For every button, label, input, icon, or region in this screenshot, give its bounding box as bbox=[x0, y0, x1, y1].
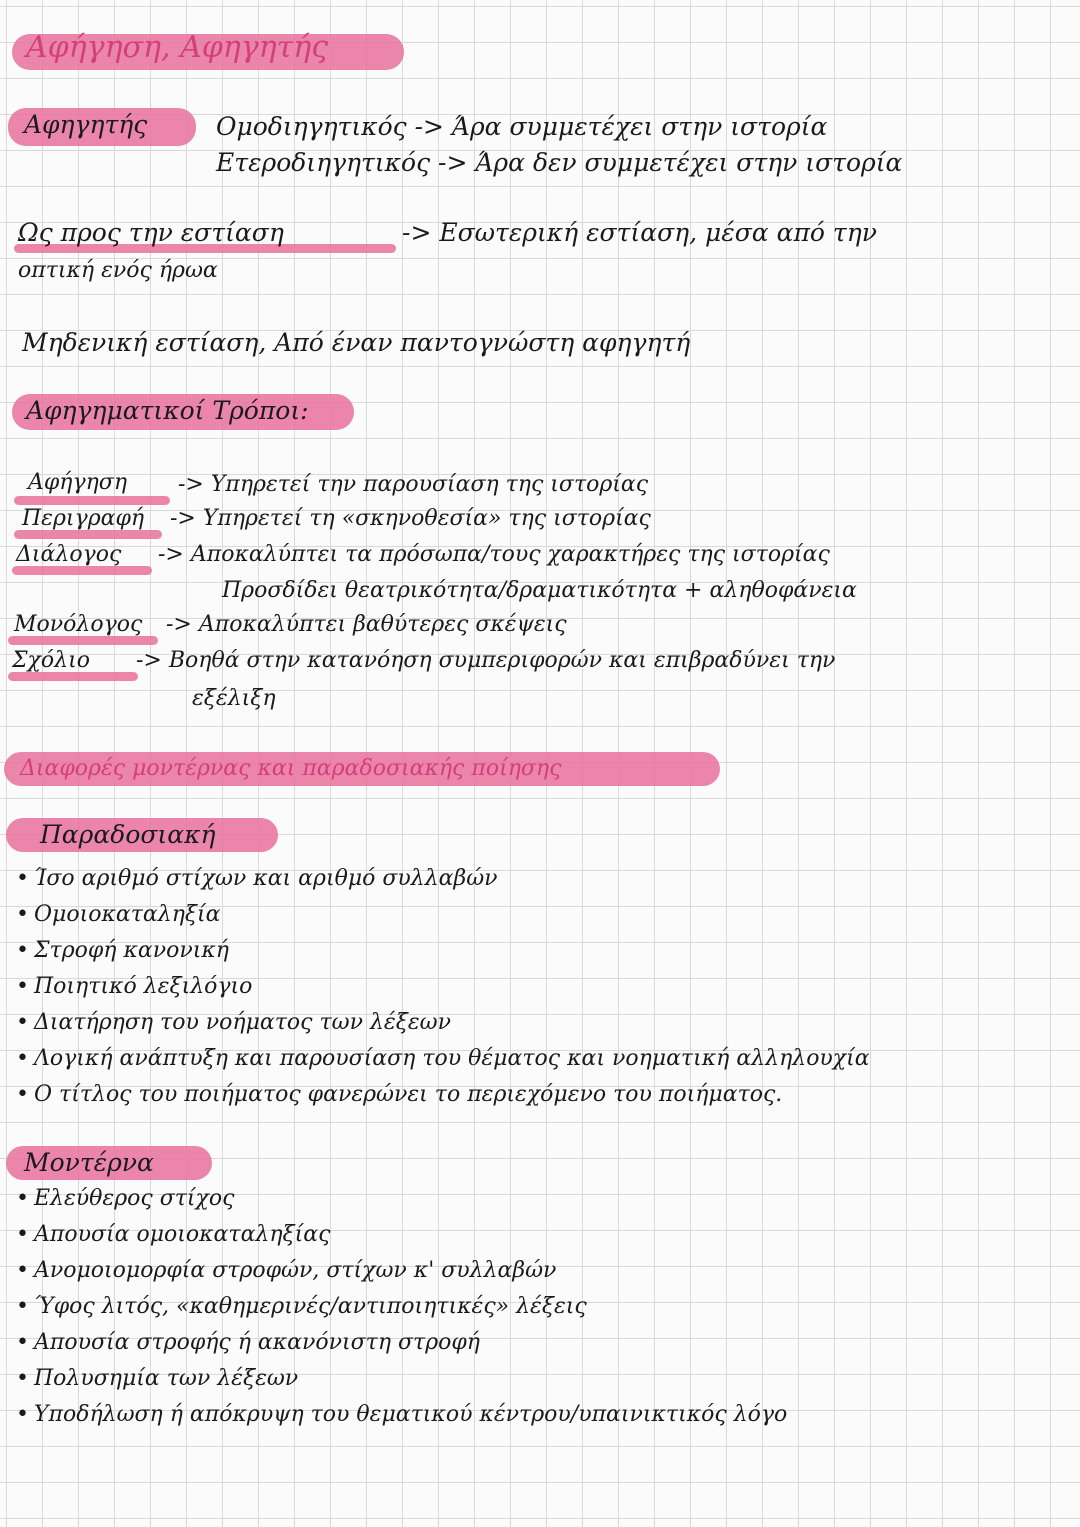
narrator-line-2: Ετεροδιηγητικός -> Άρα δεν συμμετέχει στην ιστορία bbox=[216, 148, 903, 177]
mode-term: Μονόλογος bbox=[14, 612, 143, 637]
list-item: • Διατήρηση του νοήματος των λέξεων bbox=[16, 1010, 451, 1035]
narrator-line-1: Ομοδιηγητικός -> Άρα συμμετέχει στην ιστορία bbox=[216, 112, 828, 141]
mode-desc: -> Αποκαλύπτει βαθύτερες σκέψεις bbox=[166, 612, 567, 637]
mode-term-underline bbox=[14, 496, 170, 505]
mode-term-underline bbox=[8, 636, 158, 645]
list-item: • Ομοιοκαταληξία bbox=[16, 902, 221, 927]
mode-desc: -> Υπηρετεί την παρουσίαση της ιστορίας bbox=[178, 472, 649, 497]
list-item: • Απουσία στροφής ή ακανόνιστη στροφή bbox=[16, 1330, 480, 1355]
page-title: Αφήγηση, Αφηγητής bbox=[26, 30, 328, 65]
mode-desc: -> Αποκαλύπτει τα πρόσωπα/τους χαρακτήρες της ιστορίας bbox=[158, 542, 830, 567]
list-item: • Ίσο αριθμό στίχων και αριθμό συλλαβών bbox=[16, 866, 498, 891]
list-item: • Απουσία ομοιοκαταληξίας bbox=[16, 1222, 331, 1247]
modes-heading: Αφηγηματικοί Τρόποι: bbox=[26, 396, 309, 425]
modern-label: Μοντέρνα bbox=[24, 1148, 154, 1177]
mode-term-underline bbox=[14, 530, 162, 539]
list-item: • Ο τίτλος του ποιήματος φανερώνει το περιεχόμενο του ποιήματος. bbox=[16, 1082, 783, 1107]
focus-line-1: -> Εσωτερική εστίαση, μέσα από την bbox=[402, 218, 877, 247]
mode-desc-continued: Προσδίδει θεατρικότητα/δραματικότητα + αληθοφάνεια bbox=[222, 578, 857, 603]
list-item: • Στροφή κανονική bbox=[16, 938, 229, 963]
mode-term: Αφήγηση bbox=[28, 470, 127, 495]
focus-label: Ως προς την εστίαση bbox=[18, 218, 284, 247]
mode-term: Περιγραφή bbox=[22, 506, 145, 531]
list-item: • Ελεύθερος στίχος bbox=[16, 1186, 235, 1211]
mode-term: Σχόλιο bbox=[12, 648, 90, 673]
list-item: • Υποδήλωση ή απόκρυψη του θεματικού κέντρου/υπαινικτικός λόγο bbox=[16, 1402, 788, 1427]
traditional-label: Παραδοσιακή bbox=[40, 820, 216, 849]
mode-term-underline bbox=[8, 672, 138, 681]
list-item: • Λογική ανάπτυξη και παρουσίαση του θέματος και νοηματική αλληλουχία bbox=[16, 1046, 870, 1071]
mode-desc: -> Υπηρετεί τη «σκηνοθεσία» της ιστορίας bbox=[170, 506, 651, 531]
list-item: • Πολυσημία των λέξεων bbox=[16, 1366, 299, 1391]
list-item: • Ύφος λιτός, «καθημερινές/αντιποιητικές» λέξεις bbox=[16, 1294, 587, 1319]
mode-desc: -> Βοηθά στην κατανόηση συμπεριφορών και επιβραδύνει την bbox=[136, 648, 836, 673]
list-item: • Ποιητικό λεξιλόγιο bbox=[16, 974, 253, 999]
mode-term-underline bbox=[12, 566, 152, 575]
narrator-label: Αφηγητής bbox=[24, 110, 148, 139]
mode-desc-continued: εξέλιξη bbox=[192, 686, 276, 711]
diff-heading: Διαφορές μοντέρνας και παραδοσιακής ποίησης bbox=[20, 756, 562, 781]
focus-line-2: οπτική ενός ήρωα bbox=[18, 258, 218, 283]
mode-term: Διάλογος bbox=[16, 542, 122, 567]
focus-line-3: Μηδενική εστίαση, Από έναν παντογνώστη αφηγητή bbox=[22, 328, 691, 357]
list-item: • Ανομοιομορφία στροφών, στίχων κ' συλλαβών bbox=[16, 1258, 557, 1283]
